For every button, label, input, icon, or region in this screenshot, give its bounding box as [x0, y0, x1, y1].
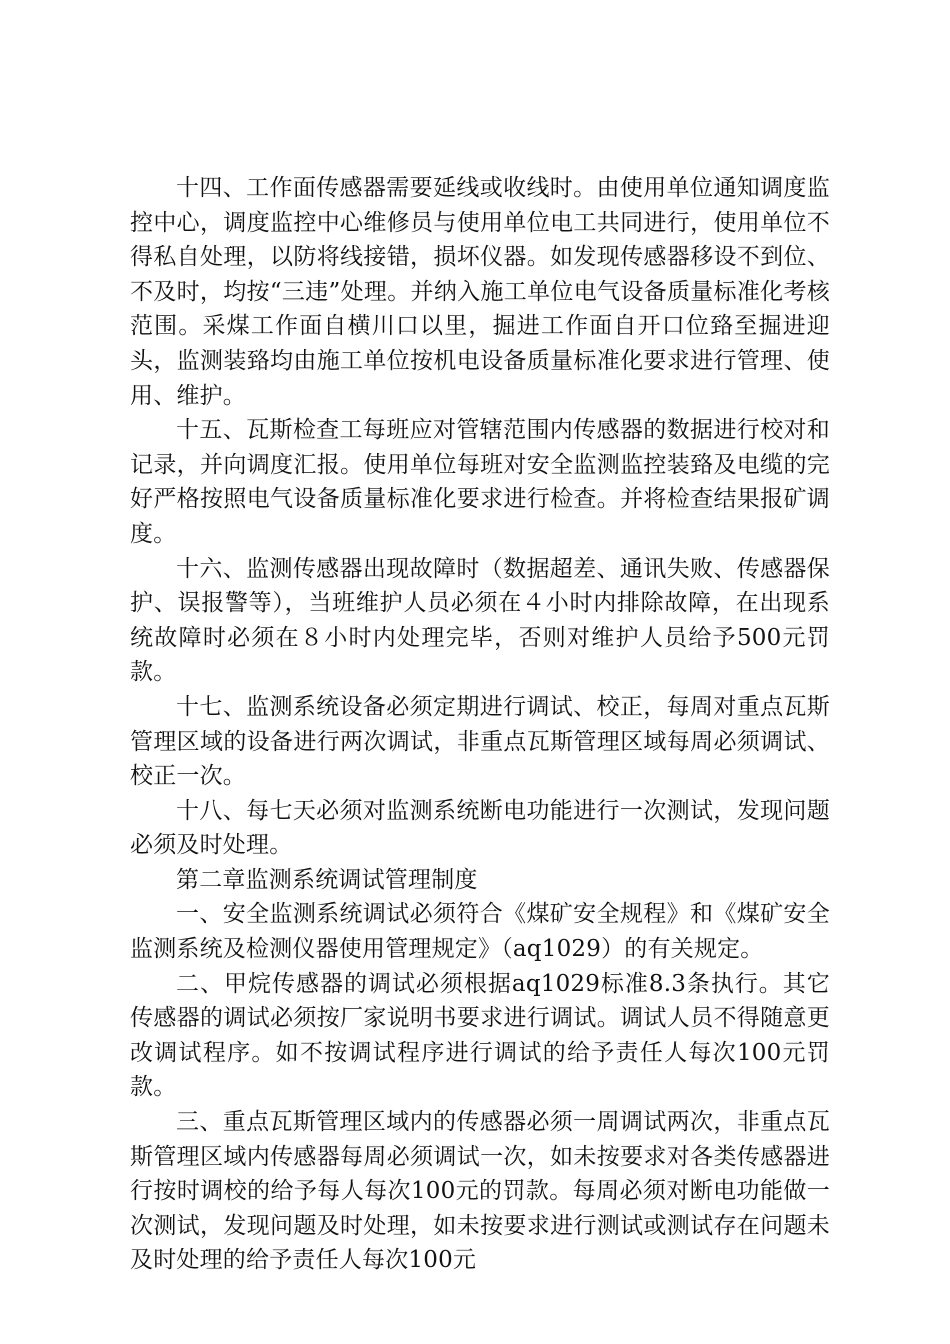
paragraph-18: 十八、每七天必须对监测系统断电功能进行一次测试，发现问题必须及时处理。: [130, 797, 830, 859]
document-body: [130, 171, 830, 1278]
paragraph-ch2-2: 二、甲烷传感器的调试必须根据aq1029标准8.3条执行。其它传感器的调试必须按厂家说明书要求进行调试。调试人员不得随意更改调试程序。如不按调试程序进行调试的给予责任人每次100元罚款。: [130, 970, 830, 1101]
paragraph-ch2-1: 一、安全监测系统调试必须符合《煤矿安全规程》和《煤矿安全监测系统及检测仪器使用管理规定》（aq1029）的有关规定。: [130, 901, 830, 963]
chapter-heading: 第二章监测系统调试管理制度: [176, 866, 478, 893]
paragraph-17: 十七、监测系统设备必须定期进行调试、校正，每周对重点瓦斯管理区域的设备进行两次调试，非重点瓦斯管理区域每周必须调试、校正一次。: [130, 693, 830, 790]
paragraph-14: 十四、工作面传感器需要延线或收线时。由使用单位通知调度监控中心，调度监控中心维修员与使用单位电工共同进行，使用单位不得私自处理，以防将线接错，损坏仪器。如发现传感器移设不到位、不及时，均按“三违”处理。并纳入施工单位电气设备质量标准化考核范围。采煤工作面自横川口以里，掘进工作面自开口位臵至掘进迎头，监测装臵均由施工单位按机电设备质量标准化要求进行管理、使用、维护。: [130, 175, 830, 409]
paragraph-15: 十五、瓦斯检查工每班应对管辖范围内传感器的数据进行校对和记录，并向调度汇报。使用单位每班对安全监测监控装臵及电缆的完好严格按照电气设备质量标准化要求进行检查。并将检查结果报矿调度。: [130, 417, 830, 547]
paragraph-ch2-3: 三、重点瓦斯管理区域内的传感器必须一周调试两次，非重点瓦斯管理区域内传感器每周必须调试一次，如未按要求对各类传感器进行按时调校的给予每人每次100元的罚款。每周必须对断电功能做一次测试，发现问题及时处理，如未按要求进行测试或测试存在问题未及时处理的给予责任人每次100元: [130, 1109, 830, 1274]
paragraph-16: 十六、监测传感器出现故障时（数据超差、通讯失败、传感器保护、误报警等），当班维护人员必须在４小时内排除故障，在出现系统故障时必须在８小时内处理完毕，否则对维护人员给予500元罚款。: [130, 555, 830, 686]
